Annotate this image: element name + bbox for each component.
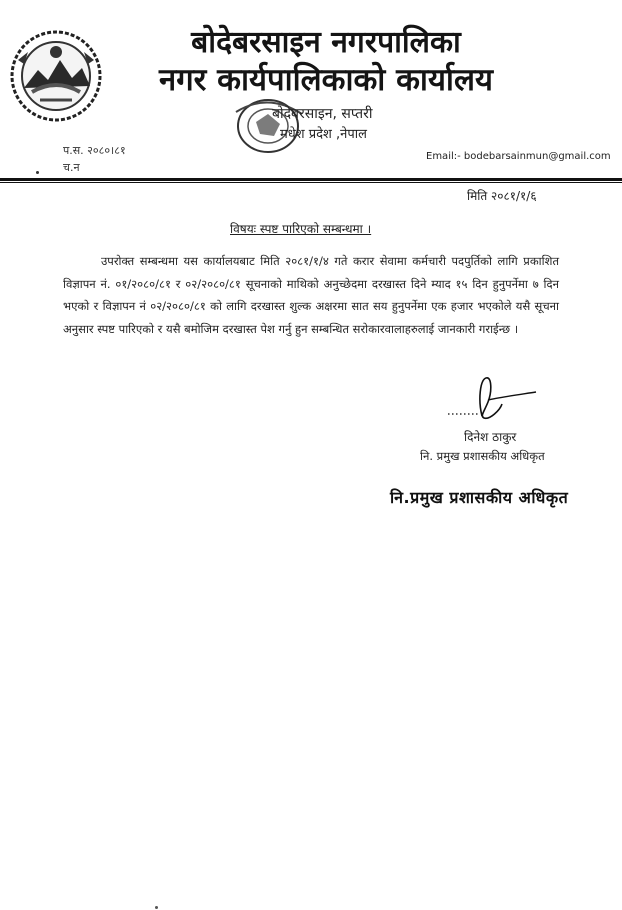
header-rule-thin [0,182,622,183]
office-name: नगर कार्यपालिकाको कार्यालय [159,62,493,98]
letter-subject: विषयः स्पष्ट पारिएको सम्बन्धमा । [230,222,372,236]
letter-date: मिति २०८१/१/६ [467,189,537,203]
municipality-name: बोदेबरसाइन नगरपालिका [191,25,461,60]
province-country: मधेश प्रदेश ,नेपाल [280,127,367,142]
office-address: बोदेबरसाइन, सप्तरी [272,106,373,122]
dispatch-number: च.न [63,161,80,174]
letter-body: उपरोक्त सम्बन्धमा यस कार्यालयबाट मिति २०८१/१/४ गते करार सेवामा कर्मचारी पदपुर्तिको लागि प्रकाशित विज्ञापन नं. ०१/२०८०/८१ र ०२/२०८०/८१ सूचनाको माथिको अनुच्छेदमा दरखास्त दिने म्याद १५ दिन हुनुपर्नेमा ७ दिन भएको र विज्ञापन नं ०२/२०८०/८१ को लागि दरखास्त शुल्क अक्षरमा सात सय हुनुपर्नेमा एक हजार भएकोले यसै सूचना अनुसार स्पष्ट पारिएको र यसै बमोजिम दरखास्त पेश गर्नु हुन सम्बन्धित सरोकारवालाहरुलाई जानकारी गराईन्छ । [63,254,559,336]
title-seal: नि.प्रमुख प्रशासकीय अधिकृत [390,488,569,507]
handwritten-signature [440,370,550,425]
scan-speck [155,906,158,909]
signatory-title: नि. प्रमुख प्रशासकीय अधिकृत [420,449,545,463]
signatory-name: दिनेश ठाकुर [464,430,517,444]
header-rule-thick [0,178,622,181]
reference-number: प.स. २०८०।८१ [63,144,126,157]
scan-speck [36,171,39,174]
email-address: Email:- bodebarsainmun@gmail.com [426,151,611,162]
